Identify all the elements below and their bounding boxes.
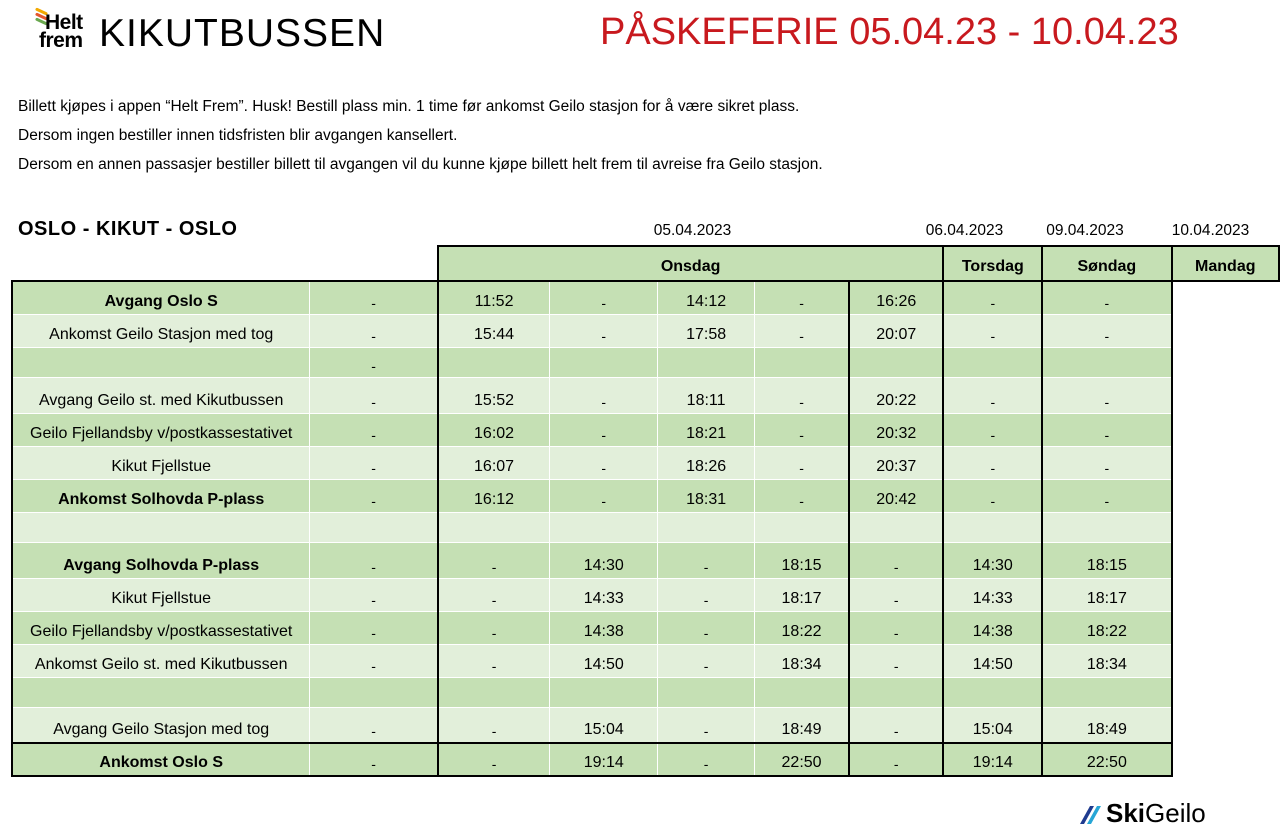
time-cell: 16:02 [438, 413, 550, 446]
route-title: OSLO - KIKUT - OSLO [18, 218, 238, 240]
day-header-torsdag: Torsdag [943, 246, 1042, 281]
time-cell: - [310, 578, 438, 611]
blank-header-cell [12, 246, 438, 281]
time-cell [755, 347, 849, 377]
time-cell: 14:50 [550, 644, 658, 677]
brand-title: KIKUTBUSSEN [99, 12, 386, 55]
date-header: 05.04.2023 [653, 222, 732, 239]
time-cell: - [849, 578, 943, 611]
stop-label: Ankomst Oslo S [12, 743, 310, 776]
time-cell: - [438, 644, 550, 677]
time-cell: 11:52 [438, 281, 550, 314]
timetable-row [12, 281, 1279, 314]
time-cell: 20:37 [849, 446, 943, 479]
time-cell: 18:15 [755, 542, 849, 578]
time-cell [658, 347, 755, 377]
time-cell: 18:34 [1042, 644, 1171, 677]
stop-label: Geilo Fjellandsby v/postkassestativet [12, 413, 310, 446]
time-cell [849, 347, 943, 377]
time-cell: - [943, 479, 1042, 512]
time-cell: 20:42 [849, 479, 943, 512]
time-cell: - [1042, 314, 1171, 347]
time-cell: - [550, 413, 658, 446]
time-cell: - [943, 281, 1042, 314]
time-cell: 14:38 [550, 611, 658, 644]
time-cell [1042, 677, 1171, 707]
stop-label: Avgang Oslo S [12, 281, 310, 314]
time-cell: 14:33 [550, 578, 658, 611]
time-cell: 18:17 [755, 578, 849, 611]
time-cell: - [755, 314, 849, 347]
time-cell: 16:12 [438, 479, 550, 512]
time-cell: - [658, 611, 755, 644]
time-cell: - [310, 743, 438, 776]
time-cell: 18:11 [658, 377, 755, 413]
info-line: Billett kjøpes i appen “Helt Frem”. Husk! Bestill plass min. 1 time før ankomst Geilo stasjon for å være sikret plass. [18, 98, 800, 115]
time-cell [943, 512, 1042, 542]
time-cell: 14:50 [943, 644, 1042, 677]
time-cell [1042, 512, 1171, 542]
time-cell: 22:50 [755, 743, 849, 776]
stop-label [12, 512, 310, 542]
time-cell: - [310, 707, 438, 743]
spacer-row [12, 512, 1279, 542]
time-cell: 15:04 [943, 707, 1042, 743]
stop-label: Ankomst Geilo Stasjon med tog [12, 314, 310, 347]
timetable [11, 245, 1280, 777]
timetable-row [12, 446, 1279, 479]
time-cell: - [310, 479, 438, 512]
time-cell [849, 512, 943, 542]
time-cell: - [849, 611, 943, 644]
timetable-row [12, 743, 1279, 776]
time-cell [438, 347, 550, 377]
stop-label: Geilo Fjellandsby v/postkassestativet [12, 611, 310, 644]
stop-label: Ankomst Geilo st. med Kikutbussen [12, 644, 310, 677]
timetable-row [12, 479, 1279, 512]
time-cell: - [1042, 281, 1171, 314]
time-cell: - [310, 611, 438, 644]
time-cell: - [310, 281, 438, 314]
stop-label: Kikut Fjellstue [12, 578, 310, 611]
time-cell: - [943, 377, 1042, 413]
info-line: Dersom en annen passasjer bestiller billett til avgangen vil du kunne kjøpe billett helt frem til avreise fra Geilo stasjon. [18, 156, 823, 173]
time-cell: - [755, 281, 849, 314]
time-cell [658, 677, 755, 707]
time-cell [658, 512, 755, 542]
time-cell: 19:14 [550, 743, 658, 776]
time-cell: - [438, 707, 550, 743]
time-cell [550, 512, 658, 542]
time-cell: 16:07 [438, 446, 550, 479]
time-cell: 14:12 [658, 281, 755, 314]
time-cell: - [849, 542, 943, 578]
logo-text-line2: frem [39, 29, 83, 52]
time-cell: - [849, 743, 943, 776]
time-cell [755, 677, 849, 707]
time-cell [438, 512, 550, 542]
footer-brand-part1: Ski [1106, 798, 1146, 828]
time-cell [310, 512, 438, 542]
time-cell: - [658, 644, 755, 677]
time-cell: 18:34 [755, 644, 849, 677]
time-cell: 20:32 [849, 413, 943, 446]
time-cell: - [310, 314, 438, 347]
stop-label: Kikut Fjellstue [12, 446, 310, 479]
date-header: 06.04.2023 [925, 222, 1004, 239]
stop-label: Avgang Geilo Stasjon med tog [12, 707, 310, 743]
footer-brand-part2: Geilo [1145, 798, 1206, 828]
time-cell: - [310, 347, 438, 377]
time-cell [1042, 347, 1171, 377]
time-cell: - [1042, 377, 1171, 413]
time-cell: 20:07 [849, 314, 943, 347]
timetable-row [12, 707, 1279, 743]
time-cell: - [658, 542, 755, 578]
time-cell: - [1042, 479, 1171, 512]
time-cell: 14:33 [943, 578, 1042, 611]
time-cell: - [755, 413, 849, 446]
time-cell: - [755, 377, 849, 413]
time-cell: 18:22 [755, 611, 849, 644]
time-cell: - [943, 446, 1042, 479]
timetable-row [12, 314, 1279, 347]
time-cell: 19:14 [943, 743, 1042, 776]
stop-label: Ankomst Solhovda P-plass [12, 479, 310, 512]
time-cell: 18:17 [1042, 578, 1171, 611]
time-cell: - [310, 413, 438, 446]
time-cell [943, 677, 1042, 707]
day-header-row [12, 246, 1279, 281]
time-cell: - [849, 644, 943, 677]
time-cell [550, 677, 658, 707]
logo-text-line1: Helt [45, 11, 83, 34]
time-cell: - [943, 413, 1042, 446]
time-cell [755, 512, 849, 542]
time-cell: - [310, 377, 438, 413]
timetable-row [12, 578, 1279, 611]
spacer-row [12, 347, 1279, 377]
day-header-mandag: Mandag [1172, 246, 1279, 281]
time-cell: - [310, 446, 438, 479]
time-cell: 15:44 [438, 314, 550, 347]
time-cell: - [755, 479, 849, 512]
spacer-row [12, 677, 1279, 707]
time-cell: 16:26 [849, 281, 943, 314]
time-cell [943, 347, 1042, 377]
time-cell: - [658, 743, 755, 776]
stop-label: Avgang Geilo st. med Kikutbussen [12, 377, 310, 413]
timetable-row [12, 611, 1279, 644]
time-cell: 14:38 [943, 611, 1042, 644]
time-cell: - [550, 281, 658, 314]
time-cell: 18:31 [658, 479, 755, 512]
time-cell: - [438, 743, 550, 776]
time-cell: - [310, 644, 438, 677]
date-header: 09.04.2023 [1046, 222, 1124, 239]
time-cell: 14:30 [550, 542, 658, 578]
info-line: Dersom ingen bestiller innen tidsfristen blir avgangen kansellert. [18, 127, 458, 144]
time-cell [550, 347, 658, 377]
time-cell: 14:30 [943, 542, 1042, 578]
day-header-onsdag: Onsdag [438, 246, 944, 281]
time-cell: 20:22 [849, 377, 943, 413]
time-cell: - [755, 446, 849, 479]
skigeilo-mark-icon [1078, 802, 1104, 826]
time-cell: - [550, 479, 658, 512]
time-cell: - [849, 707, 943, 743]
time-cell: - [310, 542, 438, 578]
time-cell: - [658, 707, 755, 743]
season-title: PÅSKEFERIE 05.04.23 - 10.04.23 [600, 11, 1179, 53]
time-cell: 18:49 [755, 707, 849, 743]
time-cell: - [550, 446, 658, 479]
time-cell: - [550, 377, 658, 413]
time-cell: - [943, 314, 1042, 347]
time-cell: 15:52 [438, 377, 550, 413]
time-cell: - [438, 542, 550, 578]
time-cell [310, 677, 438, 707]
time-cell: - [438, 578, 550, 611]
time-cell [849, 677, 943, 707]
time-cell: 17:58 [658, 314, 755, 347]
time-cell: - [550, 314, 658, 347]
time-cell: 22:50 [1042, 743, 1171, 776]
timetable-row [12, 413, 1279, 446]
day-header-sondag: Søndag [1042, 246, 1171, 281]
timetable-row [12, 644, 1279, 677]
stop-label [12, 677, 310, 707]
info-text [18, 92, 823, 179]
time-cell: - [1042, 446, 1171, 479]
time-cell: 15:04 [550, 707, 658, 743]
time-cell: 18:26 [658, 446, 755, 479]
time-cell [438, 677, 550, 707]
time-cell: - [438, 611, 550, 644]
timetable-row [12, 542, 1279, 578]
time-cell: 18:49 [1042, 707, 1171, 743]
stop-label [12, 347, 310, 377]
time-cell: 18:15 [1042, 542, 1171, 578]
stop-label: Avgang Solhovda P-plass [12, 542, 310, 578]
time-cell: - [658, 578, 755, 611]
date-header: 10.04.2023 [1171, 222, 1250, 239]
time-cell: 18:22 [1042, 611, 1171, 644]
time-cell: - [1042, 413, 1171, 446]
timetable-row [12, 377, 1279, 413]
time-cell: 18:21 [658, 413, 755, 446]
